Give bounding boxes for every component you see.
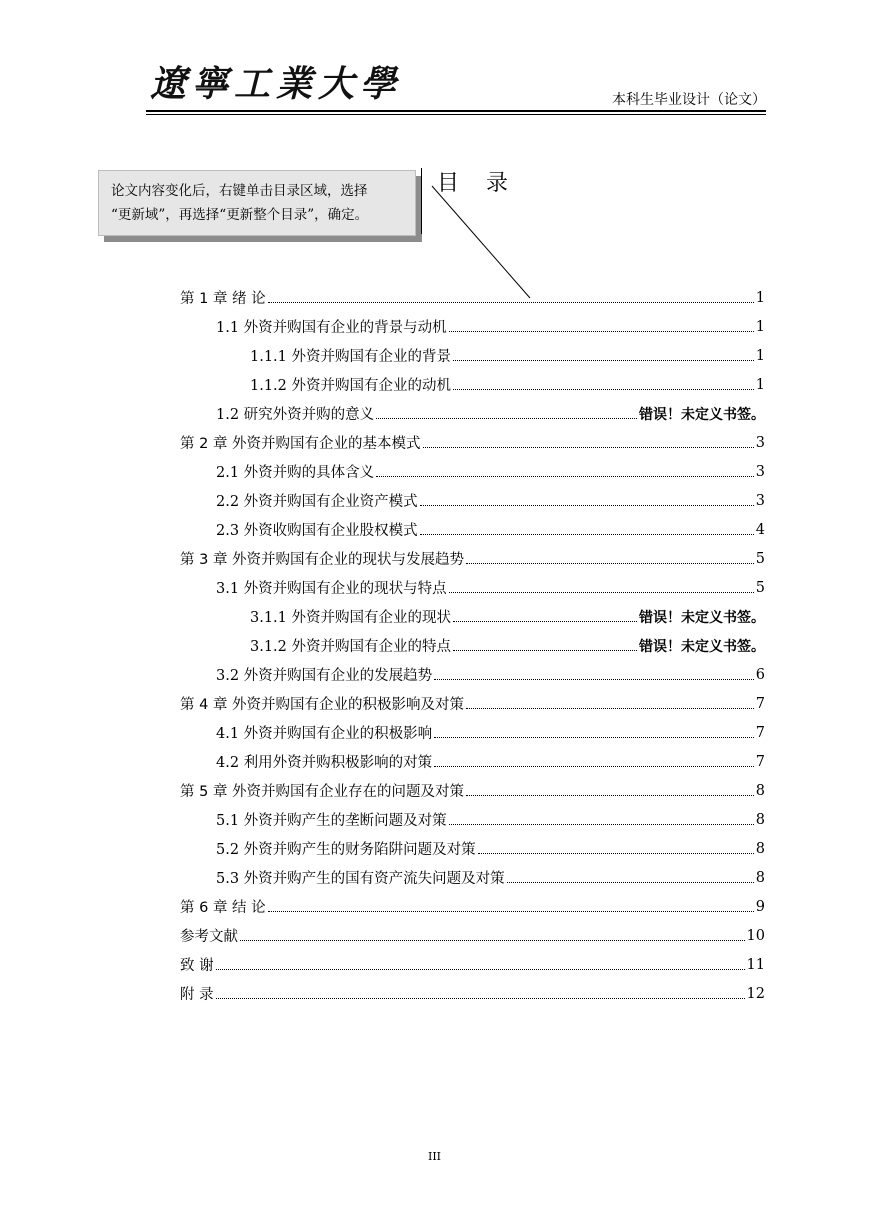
toc-entry[interactable] [180, 515, 765, 544]
toc-entry[interactable] [180, 457, 765, 486]
toc-page-number: 1 [755, 376, 765, 393]
toc-dot-leader [449, 592, 754, 593]
toc-entry[interactable] [180, 834, 765, 863]
toc-entry[interactable] [180, 312, 765, 341]
toc-dot-leader [449, 331, 754, 332]
toc-bookmark-error: 错误！未定义书签。 [639, 638, 765, 655]
toc-entry-label: 附 录 [180, 987, 214, 1003]
toc-entry-label: 第 4 章 外资并购国有企业的积极影响及对策 [180, 697, 465, 713]
toc-entry-label: 第 3 章 外资并购国有企业的现状与发展趋势 [180, 552, 465, 568]
toc-entry[interactable] [180, 631, 765, 660]
toc-entry[interactable] [180, 283, 765, 312]
toc-dot-leader [216, 998, 745, 999]
toc-entry-label: 1.1.1 外资并购国有企业的背景 [250, 349, 452, 365]
toc-dot-leader [453, 650, 637, 651]
toc-page-number: 8 [755, 840, 765, 857]
toc-bookmark-error: 错误！未定义书签。 [639, 609, 765, 626]
toc-page-number: 3 [755, 434, 765, 451]
toc-entry-label: 2.2 外资并购国有企业资产模式 [216, 494, 418, 510]
toc-page-number: 6 [755, 666, 765, 683]
toc-dot-leader [434, 766, 754, 767]
toc-dot-leader [453, 360, 754, 361]
toc-bookmark-error: 错误！未定义书签。 [639, 406, 765, 423]
toc-entry-label: 3.1.1 外资并购国有企业的现状 [250, 610, 452, 626]
toc-dot-leader [453, 389, 754, 390]
toc-entry-label: 4.2 利用外资并购积极影响的对策 [216, 755, 433, 771]
toc-entry-label: 3.2 外资并购国有企业的发展趋势 [216, 668, 433, 684]
toc-entry-label: 致 谢 [180, 958, 214, 974]
toc-dot-leader [478, 853, 754, 854]
toc-entry-label: 4.1 外资并购国有企业的积极影响 [216, 726, 433, 742]
toc-page-number: 7 [755, 724, 765, 741]
toc-entry-label: 1.2 研究外资并购的意义 [216, 407, 375, 423]
toc-entry[interactable] [180, 689, 765, 718]
toc-entry[interactable] [180, 863, 765, 892]
toc-entry-label: 3.1 外资并购国有企业的现状与特点 [216, 581, 447, 597]
toc-page-number: 10 [746, 927, 765, 944]
toc-page-number: 1 [755, 318, 765, 335]
toc-entry-label: 5.3 外资并购产生的国有资产流失问题及对策 [216, 871, 505, 887]
toc-dot-leader [434, 679, 754, 680]
toc-page-number: 4 [755, 521, 765, 538]
callout-line-1: 论文内容变化后，右键单击目录区域，选择 [111, 183, 368, 199]
toc-entry[interactable] [180, 747, 765, 776]
toc-entry[interactable] [180, 805, 765, 834]
toc-dot-leader [434, 737, 754, 738]
toc-page-number: 8 [755, 782, 765, 799]
toc-page-number: 3 [755, 463, 765, 480]
toc-dot-leader [216, 969, 745, 970]
toc-dot-leader [420, 534, 754, 535]
toc-page-number: 3 [755, 492, 765, 509]
toc-page-number: 9 [755, 898, 765, 915]
toc-entry-label: 第 6 章 结 论 [180, 900, 266, 916]
toc-page-number: 7 [755, 753, 765, 770]
toc-entry[interactable] [180, 660, 765, 689]
university-logo: 遼寧工業大學 [150, 63, 403, 105]
toc-dot-leader [453, 621, 637, 622]
toc-entry-label: 第 5 章 外资并购国有企业存在的问题及对策 [180, 784, 465, 800]
toc-page-number: 5 [755, 550, 765, 567]
toc-title: 目 录 [437, 171, 518, 196]
toc-page-number: 1 [755, 289, 765, 306]
toc-entry[interactable] [180, 892, 765, 921]
toc-entry-label: 参考文献 [180, 929, 238, 945]
toc-entry-label: 1.1 外资并购国有企业的背景与动机 [216, 320, 447, 336]
toc-entry-label: 1.1.2 外资并购国有企业的动机 [250, 378, 452, 394]
toc-dot-leader [423, 447, 754, 448]
toc-dot-leader [449, 824, 754, 825]
toc-page-number: 8 [755, 811, 765, 828]
toc-dot-leader [466, 795, 754, 796]
toc-dot-leader [466, 708, 754, 709]
toc-dot-leader [420, 505, 754, 506]
toc-dot-leader [268, 911, 754, 912]
toc-entry-label: 2.3 外资收购国有企业股权模式 [216, 523, 418, 539]
toc-entry[interactable] [180, 979, 765, 1008]
toc-page-number: 11 [746, 956, 765, 973]
page-number: III [427, 1150, 442, 1163]
toc-dot-leader [507, 882, 754, 883]
toc-dot-leader [376, 476, 754, 477]
toc-entry[interactable] [180, 544, 765, 573]
toc-page-number: 1 [755, 347, 765, 364]
table-of-contents[interactable] [180, 283, 765, 1008]
callout-line-2: “更新域”，再选择“更新整个目录”，确定。 [111, 207, 369, 223]
toc-entry-label: 5.1 外资并购产生的垄断问题及对策 [216, 813, 447, 829]
toc-entry[interactable] [180, 602, 765, 631]
toc-dot-leader [268, 302, 754, 303]
toc-dot-leader [240, 940, 745, 941]
toc-dot-leader [376, 418, 637, 419]
toc-entry[interactable] [180, 718, 765, 747]
toc-entry[interactable] [180, 341, 765, 370]
toc-entry-label: 第 1 章 绪 论 [180, 291, 266, 307]
header-doc-type: 本科生毕业设计（论文） [612, 92, 766, 108]
toc-entry-label: 5.2 外资并购产生的财务陷阱问题及对策 [216, 842, 476, 858]
toc-entry[interactable] [180, 399, 765, 428]
toc-entry[interactable] [180, 486, 765, 515]
toc-entry[interactable] [180, 428, 765, 457]
toc-entry-label: 2.1 外资并购的具体含义 [216, 465, 375, 481]
toc-entry[interactable] [180, 776, 765, 805]
toc-dot-leader [466, 563, 754, 564]
toc-page-number: 12 [746, 985, 765, 1002]
toc-entry[interactable] [180, 370, 765, 399]
toc-page-number: 8 [755, 869, 765, 886]
toc-entry-label: 第 2 章 外资并购国有企业的基本模式 [180, 436, 421, 452]
toc-page-number: 7 [755, 695, 765, 712]
toc-entry[interactable] [180, 573, 765, 602]
toc-page-number: 5 [755, 579, 765, 596]
toc-entry-label: 3.1.2 外资并购国有企业的特点 [250, 639, 452, 655]
toc-entry[interactable] [180, 950, 765, 979]
toc-entry[interactable] [180, 921, 765, 950]
